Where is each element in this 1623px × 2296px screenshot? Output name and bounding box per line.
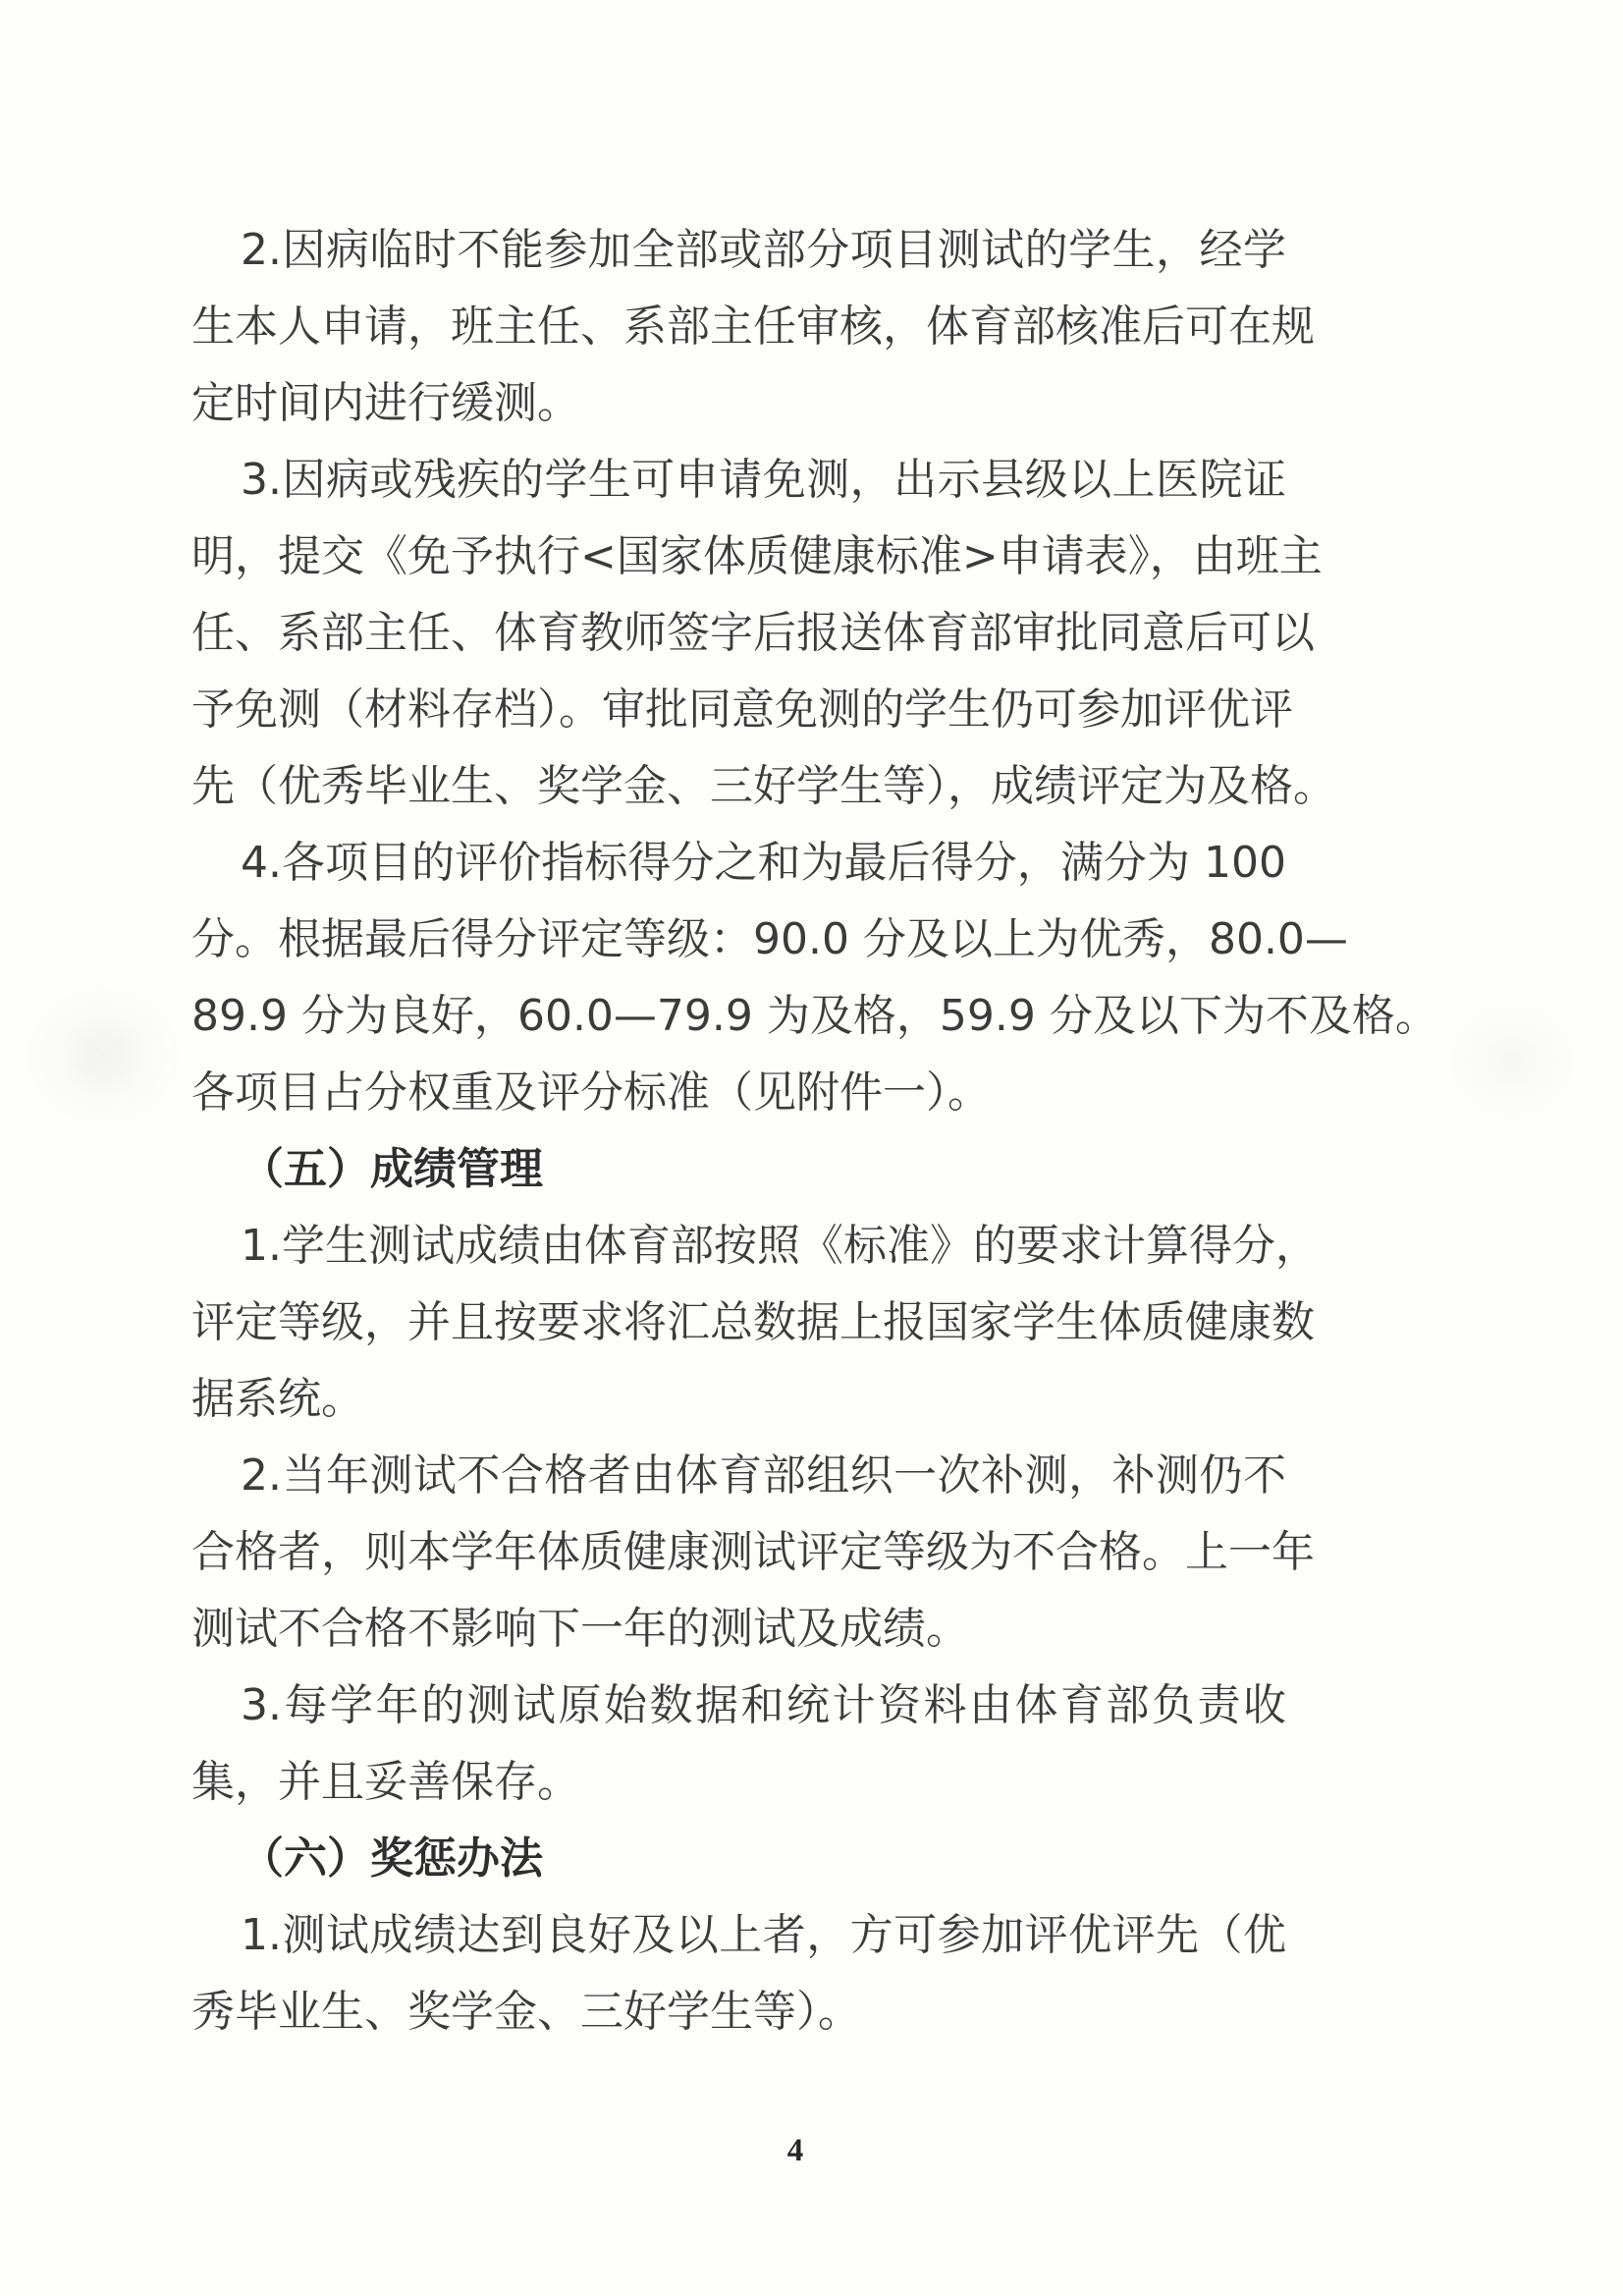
- text-line: 据系统。: [191, 1374, 364, 1424]
- section-heading: （六）奖惩办法: [241, 1833, 543, 1884]
- text-line: 评定等级，并且按要求将汇总数据上报国家学生体质健康数: [191, 1297, 1315, 1347]
- text-line: 分。根据最后得分评定等级：90.0 分及以上为优秀，80.0—: [191, 914, 1348, 964]
- text-line: 2.因病临时不能参加全部或部分项目测试的学生，经学: [241, 225, 1286, 275]
- text-line: 各项目占分权重及评分标准（见附件一）。: [191, 1067, 991, 1118]
- text-line: 明，提交《免予执行<国家体质健康标准>申请表》，由班主: [191, 531, 1323, 581]
- text-line: 秀毕业生、奖学金、三好学生等）。: [191, 1987, 861, 2037]
- text-line: 予免测（材料存档）。审批同意免测的学生仍可参加评优评: [191, 684, 1293, 735]
- text-line: 1.测试成绩达到良好及以上者，方可参加评优评先（优: [241, 1910, 1286, 1960]
- text-line: 3.每学年的测试原始数据和统计资料由体育部负责收: [241, 1680, 1286, 1730]
- text-line: 2.当年测试不合格者由体育部组织一次补测，补测仍不: [241, 1450, 1286, 1501]
- scan-smudge: [1453, 1011, 1571, 1110]
- text-line: 1.学生测试成绩由体育部按照《标准》的要求计算得分，: [241, 1221, 1319, 1271]
- section-heading: （五）成绩管理: [241, 1144, 543, 1194]
- page-number: 4: [786, 2133, 804, 2168]
- text-line: 定时间内进行缓测。: [191, 378, 580, 428]
- scan-smudge: [39, 1002, 167, 1110]
- text-line: 生本人申请，班主任、系部主任审核，体育部核准后可在规: [191, 301, 1315, 352]
- text-line: 先（优秀毕业生、奖学金、三好学生等），成绩评定为及格。: [191, 761, 1336, 811]
- text-line: 测试不合格不影响下一年的测试及成绩。: [191, 1604, 969, 1654]
- text-line: 合格者，则本学年体质健康测试评定等级为不合格。上一年: [191, 1527, 1315, 1577]
- text-line: 任、系部主任、体育教师签字后报送体育部审批同意后可以: [191, 608, 1315, 658]
- text-line: 4.各项目的评价指标得分之和为最后得分，满分为 100: [241, 838, 1286, 888]
- document-body: [191, 212, 1438, 2050]
- text-line: 89.9 分为良好，60.0—79.9 为及格，59.9 分及以下为不及格。: [191, 991, 1438, 1041]
- text-line: 集，并且妥善保存。: [191, 1757, 580, 1807]
- text-line: 3.因病或残疾的学生可申请免测，出示县级以上医院证: [241, 455, 1286, 505]
